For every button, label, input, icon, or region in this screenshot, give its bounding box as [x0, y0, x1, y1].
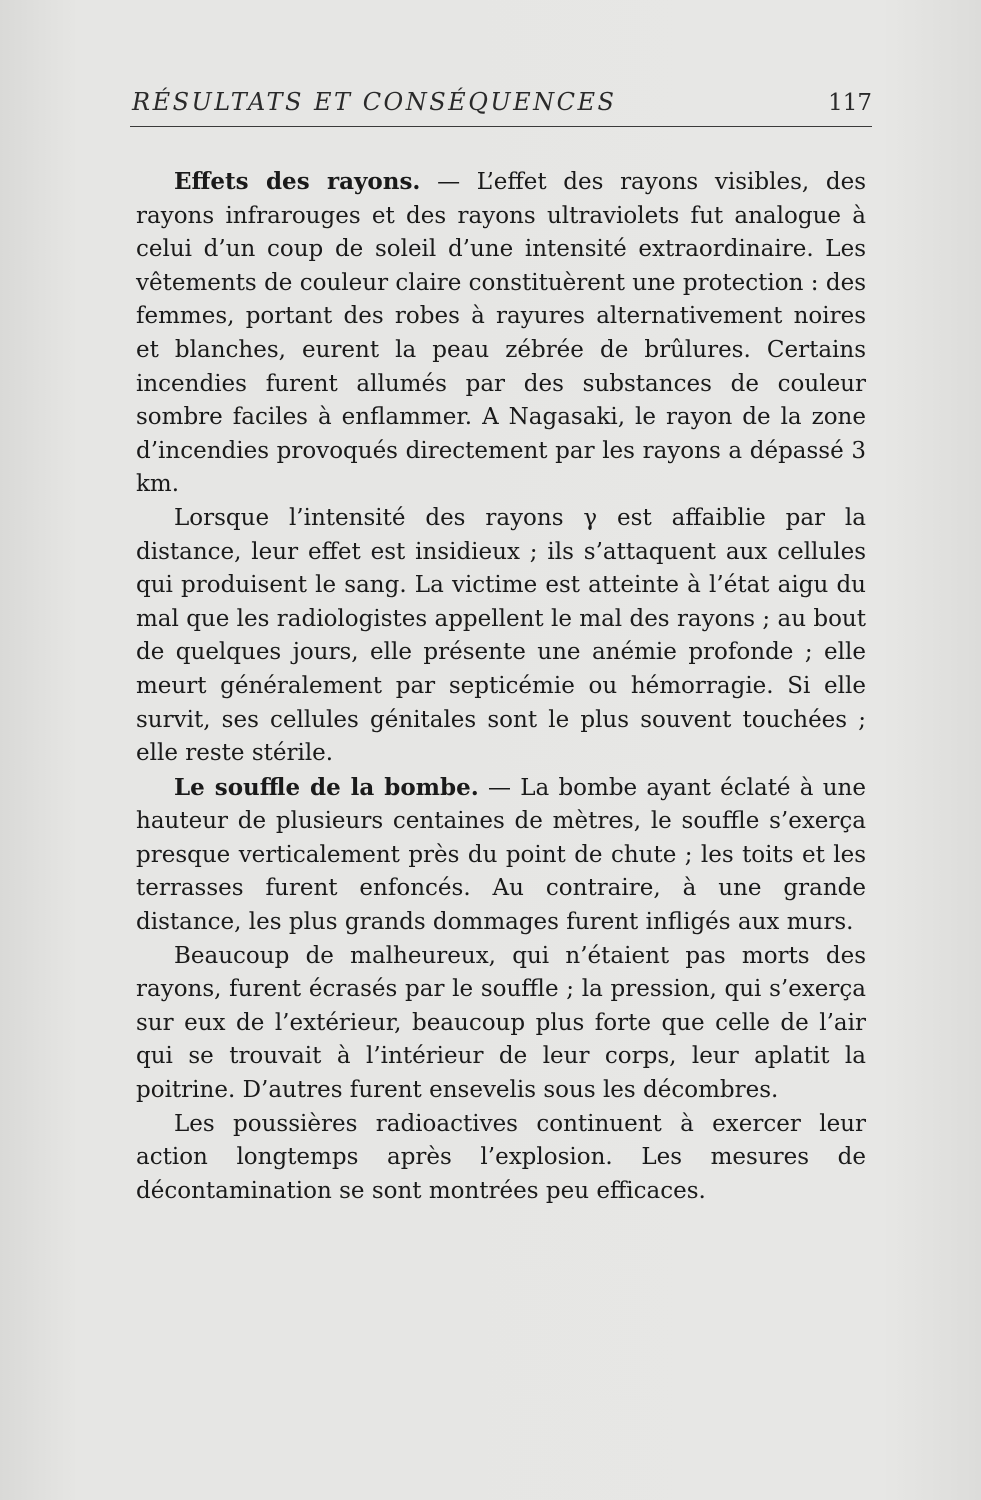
- paragraph-text: Les poussières radioactives continuent à exercer leur action longtemps après l’explosion. Les mesures de décontamination se sont montrées peu efficaces.: [136, 1110, 866, 1204]
- page-number: 117: [828, 90, 872, 116]
- running-title: RÉSULTATS ET CONSÉQUENCES: [132, 88, 617, 116]
- paragraph-poussieres-radioactives: [136, 1108, 866, 1209]
- section-heading-souffle-de-la-bombe: Le souffle de la bombe.: [174, 773, 479, 801]
- paragraph-victimes-du-souffle: [136, 940, 866, 1108]
- paragraph-text: — L’effet des rayons visibles, des rayons infrarouges et des rayons ultraviolets fut analogue à celui d’un coup de soleil d’une intensité extraordinaire. Les vêtements de couleur claire constituèrent une protection : des femmes, portant des robes à rayures alternativement noires et blanches, eurent la peau zébrée de brûlures. Certains incendies furent allumés par des substances de couleur sombre faciles à enflammer. A Nagasaki, le rayon de la zone d’incendies provoqués directement par les rayons a dépassé 3 km.: [136, 169, 866, 498]
- paragraph-text: Lorsque l’intensité des rayons γ est affaiblie par la distance, leur effet est insidieux ; ils s’attaquent aux cellules qui produisent le sang. La victime est atteinte à l’état aigu du mal que les radiologistes appellent le mal des rayons ; au bout de quelques jours, elle présente une anémie profonde ; elle meurt généralement par septicémie ou hémorragie. Si elle survit, ses cellules génitales sont le plus souvent touchées ; elle reste stérile.: [136, 504, 866, 767]
- body-text: [136, 165, 866, 1208]
- paragraph-rayons-gamma: [136, 502, 866, 771]
- paragraph-effets-des-rayons: [136, 165, 866, 502]
- section-heading-effets-des-rayons: Effets des rayons.: [174, 168, 421, 195]
- paragraph-text: — La bombe ayant éclaté à une hauteur de plusieurs centaines de mètres, le souffle s’exerça presque verticalement près du point de chute ; les toits et les terrasses furent enfoncés. Au contraire, à une grande distance, les plus grands dommages furent infligés aux murs.: [136, 774, 866, 936]
- paragraph-text: Beaucoup de malheureux, qui n’étaient pas morts des rayons, furent écrasés par le souffle ; la pression, qui s’exerça sur eux de l’extérieur, beaucoup plus forte que celle de l’air qui se trouvait à l’intérieur de leur corps, leur aplatit la poitrine. D’autres furent ensevelis sous les décombres.: [136, 942, 866, 1104]
- running-head: [130, 86, 872, 127]
- paragraph-souffle-de-la-bombe: [136, 771, 866, 940]
